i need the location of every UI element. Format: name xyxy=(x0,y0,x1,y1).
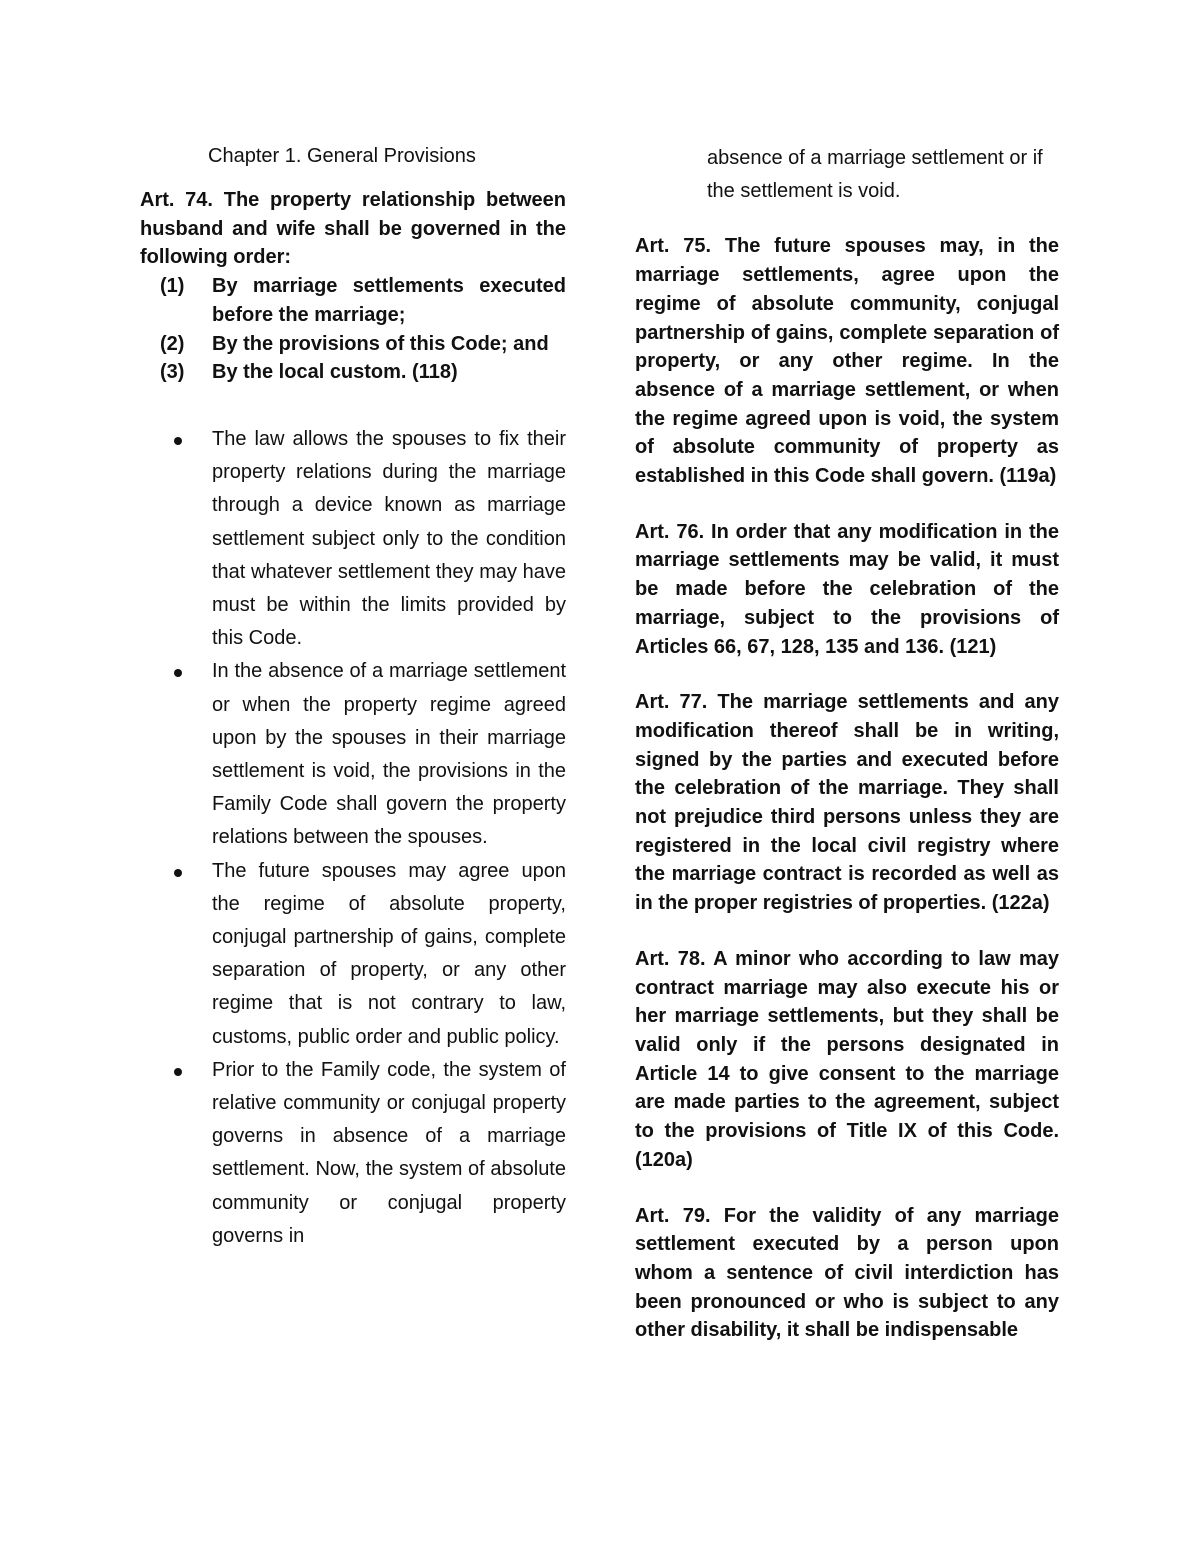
bullet-text: The law allows the spouses to fix their property relations during the marriage through a device known as marriage settlement subject only to the condition that whatever settlement they may have must be within the limits provided by this Code. xyxy=(212,427,566,650)
list-item xyxy=(140,330,566,359)
list-item xyxy=(140,272,566,329)
article-74-order-list xyxy=(140,272,566,387)
right-column xyxy=(635,142,1059,1372)
bullet-icon xyxy=(174,869,182,877)
commentary-bullet-list xyxy=(140,423,566,1253)
article-74-intro: Art. 74. The property relationship between husband and wife shall be governed in the following order: xyxy=(140,189,566,269)
bullet-icon xyxy=(174,1068,182,1076)
bullet-icon xyxy=(174,669,182,677)
chapter-heading: Chapter 1. General Provisions xyxy=(208,145,476,167)
bullet-text: The future spouses may agree upon the regime of absolute property, conjugal partnership of gains, complete separation of property, or any other regime that is not contrary to law, customs, public order and public policy. xyxy=(212,859,566,1048)
bullet-text: In the absence of a marriage settlement or when the property regime agreed upon by the spouses in their marriage settlement is void, the provisions in the Family Code shall govern the property relations between the spouses. xyxy=(212,660,566,849)
bullet-item xyxy=(140,423,566,655)
list-item-text: By the provisions of this Code; and xyxy=(212,332,549,355)
bullet-icon xyxy=(174,437,182,445)
list-item-number: (2) xyxy=(160,332,185,355)
list-item xyxy=(140,358,566,387)
bullet-continuation: absence of a marriage settlement or if the settlement is void. xyxy=(707,147,1043,203)
list-item-number: (1) xyxy=(160,275,185,298)
left-column xyxy=(140,142,566,1253)
article-76: Art. 76. In order that any modification in the marriage settlements may be valid, it must be made before the celebration of the marriage, subject to the provisions of Articles 66, 67, 128, 135 and 136. (121) xyxy=(635,520,1059,658)
article-77: Art. 77. The marriage settlements and any modification thereof shall be in writing, signed by the parties and executed before the celebration of the marriage. They shall not prejudice third persons unless they are registered in the local civil registry where the marriage contract is recorded as well as in the proper registries of properties. (122a) xyxy=(635,691,1059,915)
article-79: Art. 79. For the validity of any marriage settlement executed by a person upon whom a sentence of civil interdiction has been pronounced or who is subject to any other disability, it shall be indispensable xyxy=(635,1204,1059,1342)
article-75: Art. 75. The future spouses may, in the marriage settlements, agree upon the regime of absolute community, conjugal partnership of gains, complete separation of property, or any other regime. In the absence of a marriage settlement, or when the regime agreed upon is void, the system of absolute community of property as established in this Code shall govern. (119a) xyxy=(635,235,1059,488)
bullet-item xyxy=(140,855,566,1054)
list-item-text: By the local custom. (118) xyxy=(212,361,458,384)
list-item-number: (3) xyxy=(160,361,185,384)
list-item-text: By marriage settlements executed before the marriage; xyxy=(212,275,566,326)
article-78: Art. 78. A minor who according to law may contract marriage may also execute his or her marriage settlements, but they shall be valid only if the persons designated in Article 14 to give consent to the marriage are made parties to the agreement, subject to the provisions of Title IX of this Code. (120a) xyxy=(635,947,1059,1171)
bullet-item xyxy=(140,655,566,854)
bullet-text: Prior to the Family code, the system of relative community or conjugal property governs in absence of a marriage settlement. Now, the system of absolute community or conjugal property governs in xyxy=(212,1058,566,1247)
bullet-item xyxy=(140,1054,566,1253)
